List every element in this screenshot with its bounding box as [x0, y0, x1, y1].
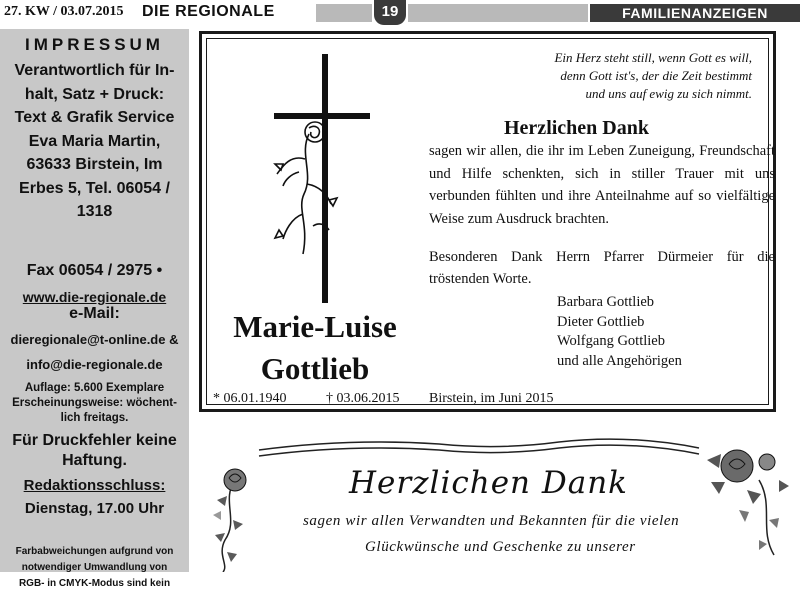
header-bar [408, 4, 588, 22]
obituary-ad [199, 31, 776, 412]
deceased-last-name: Gottlieb [260, 351, 370, 386]
disclaimer [0, 431, 189, 471]
circulation-line: lich freitags. [60, 412, 129, 424]
deadline-heading: Redaktionsschluss: [23, 477, 166, 494]
issue-label: 27. KW / 03.07.2015 [4, 4, 124, 19]
rose-vine-icon [269, 114, 339, 264]
ad-inner-border [206, 38, 775, 406]
impressum-line: Verantwortlich für In- [14, 62, 175, 79]
section-label: FAMILIENANZEIGEN [590, 4, 800, 22]
page-header [0, 0, 800, 25]
email-link[interactable]: info@die-regionale.de [26, 357, 163, 372]
rose-right-icon [707, 450, 789, 550]
thank-you-title: Herzlichen Dank [349, 465, 628, 501]
ad-body-thanks: Besonderen Dank Herrn Pfarrer Dürmeier für die tröstenden Worte. [429, 249, 775, 287]
ad-body: sagen wir allen, die ihr im Leben Zuneigung, Freundschaft und Hilfe schenkten, sich in stiller Trauer mit uns verbunden fühlten und ihre Anteilnahme auf so vielfältige Weise zum Ausdruck brachten. [429, 143, 775, 227]
brand-name: DIE REGIONALE [142, 3, 275, 20]
deceased-first-name: Marie-Luise [233, 309, 397, 344]
signers [557, 293, 682, 371]
impressum-line: 1318 [76, 203, 113, 220]
death-date: † 03.06.2015 [326, 391, 400, 406]
website-link[interactable]: www.die-regionale.de [22, 289, 167, 305]
impressum-line: Eva Maria Martin, [28, 132, 161, 150]
impressum-title: IMPRESSUM [25, 35, 164, 54]
impressum-sidebar [0, 29, 189, 589]
rose-left-icon [213, 469, 246, 562]
circulation-line: Auflage: 5.600 Exemplare [24, 382, 165, 394]
signer: und alle Angehörigen [557, 352, 682, 369]
color-note-line: notwendiger Umwandlung von [21, 562, 168, 573]
impressum-line: halt, Satz + Druck: [24, 85, 165, 103]
page-number: 19 [374, 0, 406, 25]
circulation-info [2, 381, 187, 426]
color-note-line: Farbabweichungen aufgrund von [15, 546, 174, 557]
signer: Barbara Gottlieb [557, 294, 655, 310]
birth-date: * 06.01.1940 [213, 391, 287, 406]
header-bar [316, 4, 372, 22]
color-note [4, 544, 185, 592]
email-heading: e-Mail: [69, 305, 120, 322]
ad-title: Herzlichen Dank [504, 117, 649, 139]
poem [452, 49, 752, 103]
place-date: Birstein, im Juni 2015 [429, 391, 554, 406]
fax-number: Fax 06054 / 2975 • [26, 262, 163, 279]
color-note-line: RGB- in CMYK-Modus sind kein [18, 578, 171, 589]
signer: Dieter Gottlieb [557, 313, 645, 330]
impressum-line: Erbes 5, Tel. 06054 / [19, 179, 170, 197]
poem-line: denn Gott ist's, der die Zeit bestimmt [560, 68, 752, 83]
poem-line: Ein Herz steht still, wenn Gott es will, [554, 50, 752, 65]
impressum-address [4, 59, 185, 224]
impressum-line: Text & Grafik Service [14, 109, 175, 126]
deadline: Dienstag, 17.00 Uhr [24, 500, 165, 517]
circulation-line: Erscheinungsweise: wöchent- [12, 397, 177, 409]
email-link[interactable]: dieregionale@t-online.de & [10, 332, 179, 347]
thank-you-line: sagen wir allen Verwandten und Bekannten für die vielen [303, 513, 680, 529]
poem-line: und uns auf ewig zu sich nimmt. [585, 86, 752, 101]
impressum-line: 63633 Birstein, Im [26, 156, 163, 173]
thank-you-ad [199, 420, 800, 572]
disclaimer-line: Haftung. [62, 452, 127, 469]
signer: Wolfgang Gottlieb [557, 333, 665, 349]
thank-you-line: Glückwünsche und Geschenke zu unserer [365, 539, 636, 555]
disclaimer-line: Für Druckfehler keine [12, 432, 177, 449]
